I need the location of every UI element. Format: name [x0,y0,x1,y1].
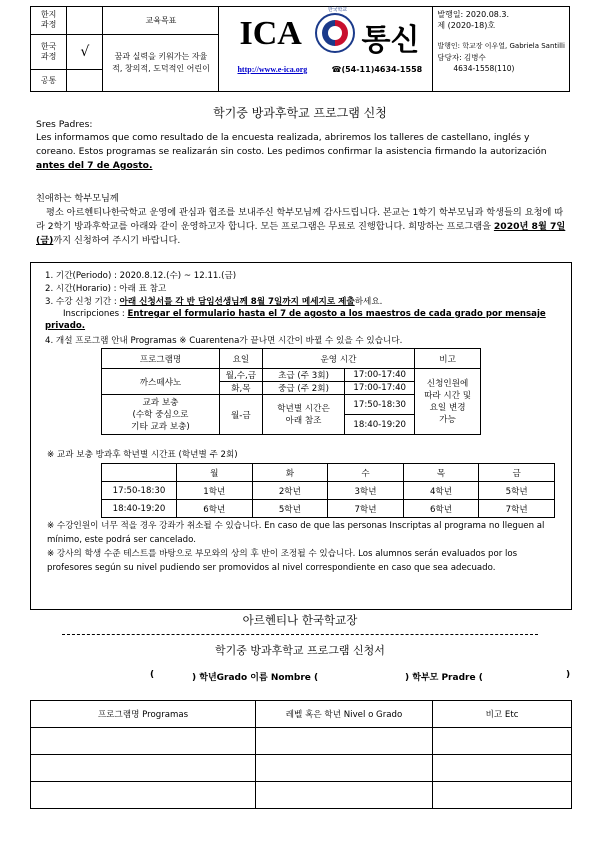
program-castellano: 까스떼샤노 [102,369,220,395]
header-table [30,6,570,92]
form-cell-etc[interactable] [433,728,572,755]
cut-line [62,634,538,635]
check-cell-common [67,70,103,92]
program-header-name: 프로그램명 [102,349,220,369]
goal-text: 꿈과 실력을 키워가는 자율적, 창의적, 도덕적인 어린이 [103,34,219,91]
schedule-cell: 6학년 [403,500,479,518]
korean-paragraph [36,206,568,248]
logo-cell [219,7,433,92]
spanish-greeting: Sres Padres: [36,119,93,130]
item3-es-prefix: Inscripciones : [63,309,128,319]
program-note: 신청인원에 따라 시간 및 요일 변경 가능 [415,369,481,435]
form-header-program: 프로그램명 Programas [31,701,256,728]
school-principal-signature: 아르헨티나 한국학교장 [242,613,358,627]
form-open-paren: ( [150,670,155,680]
korean-body-1: 평소 아르헨티나한국학교 운영에 관심과 협조를 보내주신 학부모님께 감사드립니다. 본교는 1학기 학부모님과 학생들의 요청에 따라 2학기 방과후학교를 아래와 같이 운영하고자 합니다. 모든 프로그램은 무료로 진행합니다. 희망하는 프로그램을 [36,207,564,232]
schedule-corner [102,464,177,482]
form-cell-program[interactable] [31,782,256,809]
schedule-cell: 6학년 [177,500,253,518]
schedule-day: 수 [328,464,404,482]
phone-number: ☎(54-11)4634-1558 [331,65,423,74]
schedule-time: 18:40-19:20 [102,500,177,518]
schedule-cell: 3학년 [328,482,404,500]
schedule-caption: ※ 교과 보충 방과후 학년별 시간표 (학년별 주 2회) [47,450,238,460]
days-1: 월,수,금 [219,369,262,382]
publisher: 발행인: 학교장 이우열, Gabriela Santilli [437,42,565,50]
time-2: 17:00-17:40 [345,382,415,395]
item3-suffix: 하세요. [354,297,383,307]
spanish-deadline: antes del 7 de Agosto. [36,160,153,171]
check-cell-local [67,7,103,35]
days-2: 화,목 [219,382,262,395]
schedule-row [102,482,555,500]
schedule-day: 금 [479,464,555,482]
info-item-2: 2. 시간(Horario) : 아래 표 참고 [45,284,167,294]
form-cell-etc[interactable] [433,755,572,782]
form-parent-label[interactable]: ) 학부모 Pradre ( [405,673,483,683]
seal-text: 한국학교 [327,7,348,13]
issue-number: 제 (2020-18)호 [437,21,496,30]
info-item-1: 1. 기간(Periodo) : 2020.8.12.(수) ~ 12.11.(금) [45,271,237,281]
row-label-korean: 한국 과정 [31,34,67,70]
schedule-row [102,500,555,518]
form-cell-program[interactable] [31,755,256,782]
level-1: 초급 (주 3회) [262,369,344,382]
spanish-body: Les informamos que como resultado de la encuesta realizada, abriremos los talleres de castellano, inglés y coreano. Estos programas se realizarán sin costo. Les pedimos confirmar la asistencia firmando la autorización [36,132,547,157]
form-cell-program[interactable] [31,728,256,755]
schedule-cell: 4학년 [403,482,479,500]
schedule-day: 화 [252,464,328,482]
time-3: 17:50-18:30 [345,395,415,415]
schedule-cell: 1학년 [177,482,253,500]
program-tutoring: 교과 보충 (수학 중심으로 기타 교과 보충) [102,395,220,435]
row-label-common: 공통 [31,70,67,92]
item3-prefix: 3. 수강 신청 기간 : [45,297,120,307]
item3-es-text: Entregar el formulario hasta el 7 de agosto a los maestros de cada grado por mensaje privado. [45,309,546,331]
info-item-4: 4. 개설 프로그램 안내 Programas ※ Cuarentena가 끝나면 시간이 바뀔 수 있을 수 있습니다. [45,336,403,346]
contact-phone: 4634-1558(110) [453,64,515,73]
schedule-cell: 5학년 [252,500,328,518]
spanish-paragraph [36,131,566,173]
schedule-cell: 2학년 [252,482,328,500]
document-title: 학기중 방과후학교 프로그램 신청 [213,106,387,120]
program-header-days: 요일 [219,349,262,369]
schedule-cell: 5학년 [479,482,555,500]
schedule-cell: 7학년 [328,500,404,518]
form-cell-level[interactable] [256,782,433,809]
row-label-local: 한지 과정 [31,7,67,35]
korean-greeting: 친애하는 학부모님께 [36,193,119,204]
item3-text: 아래 신청서를 각 반 담임선생님께 8월 7일까지 메세지로 제출 [119,297,355,307]
form-cell-level[interactable] [256,755,433,782]
korean-deadline: 2020년 8월 7일(금) [36,221,566,246]
form-cell-level[interactable] [256,728,433,755]
contact-person: 담당자: 김병수 [437,53,486,62]
form-title: 학기중 방과후학교 프로그램 신청서 [215,644,385,657]
days-3: 월-금 [219,395,262,435]
schedule-cell: 7학년 [479,500,555,518]
info-box [30,262,572,610]
school-seal-icon [315,7,355,53]
level-2: 중급 (주 2회) [262,382,344,395]
info-item-3 [45,295,382,307]
logo-tongsin: 통신 [361,23,420,58]
goal-title: 교육목표 [103,7,219,35]
note-2: ※ 강사의 학생 수준 테스트를 바탕으로 부모와의 상의 후 반이 조정될 수 있습니다. Los alumnos serán evaluados por los profesores según su nivel pudiendo ser promovidos al nivel correspondiente en caso que sea adecuado. [47,549,518,573]
form-row [31,782,572,809]
form-cell-etc[interactable] [433,782,572,809]
schedule-table [101,463,555,518]
program-header-time: 운영 시간 [262,349,414,369]
form-close-paren: ) [566,670,571,680]
form-row [31,755,572,782]
schedule-day: 목 [403,464,479,482]
website-link[interactable]: http://www.e-ica.org [237,65,308,74]
logo-ica: ICA [239,15,302,52]
schedule-time: 17:50-18:30 [102,482,177,500]
program-table [101,348,481,435]
form-grade-name-label[interactable]: ) 학년Grado 이름 Nombre ( [192,673,319,683]
check-mark: √ [67,34,103,70]
korean-body-2: 까지 신청하여 주시기 바랍니다. [53,235,181,246]
form-row [31,728,572,755]
form-header-level: 레벨 혹은 학년 Nivel o Grado [256,701,433,728]
application-form-table [30,700,572,809]
issue-info [433,7,570,92]
level-3: 학년별 시간은 아래 참조 [262,395,344,435]
schedule-day: 월 [177,464,253,482]
issue-date: 발행일: 2020.08.3. [437,10,510,19]
form-header-etc: 비고 Etc [433,701,572,728]
info-item-3-es [45,308,555,332]
program-header-note: 비고 [415,349,481,369]
time-4: 18:40-19:20 [345,415,415,435]
note-1: ※ 수강인원이 너무 적을 경우 강좌가 취소될 수 있습니다. En caso de que las personas Inscriptas al programa no lleguen al mínimo, este podrá ser cancelado. [47,521,545,545]
time-1: 17:00-17:40 [345,369,415,382]
